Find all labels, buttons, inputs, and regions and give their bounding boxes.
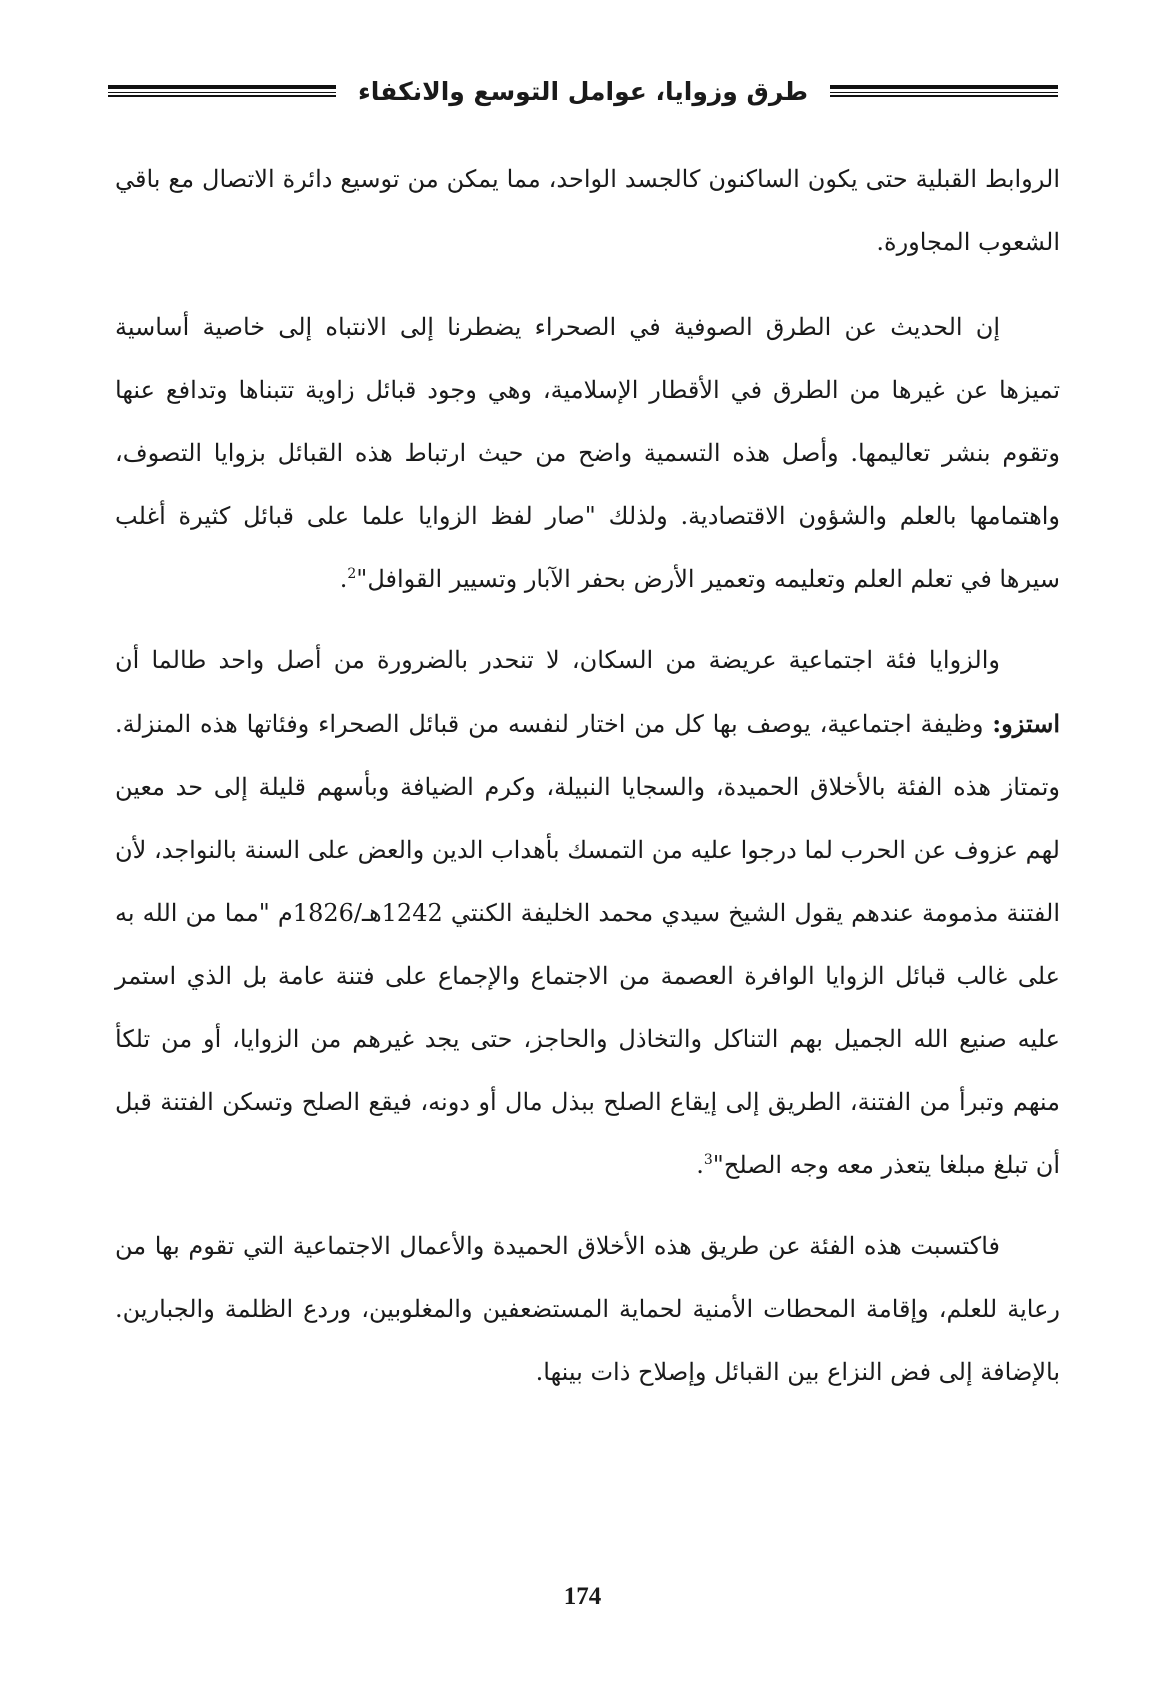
page-number: 174 [563, 1583, 602, 1610]
paragraph-2 [115, 296, 1060, 611]
footnote-ref-3: 3 [703, 1152, 713, 1168]
paragraph-4 [115, 1215, 1060, 1404]
header-title: طرق وزوايا، عوامل التوسع والانكفاء [358, 76, 808, 106]
footnote-ref-2: 2 [347, 566, 357, 582]
paragraph-1-text: الروابط القبلية حتى يكون الساكنون كالجسد الواحد، مما يمكن من توسيع دائرة الاتصال مع باقي الشعوب المجاورة. [115, 165, 1060, 256]
header-rule-right [830, 85, 1058, 97]
header-rule-left [108, 85, 336, 97]
paragraph-4-text: فاكتسبت هذه الفئة عن طريق هذه الأخلاق الحميدة والأعمال الاجتماعية التي تقوم بها من رعاية للعلم، وإقامة المحطات الأمنية لحماية المستضعفين والمغلوبين، وردع الظلمة والجبارين. بالإضافة إلى فض النزاع بين القبائل وإصلاح ذات بينها. [115, 1232, 1060, 1386]
paragraph-2-tail: . [339, 565, 348, 593]
paragraph-3-bold-term: استزو: [992, 709, 1060, 738]
paragraph-3-text-before: والزوايا فئة اجتماعية عريضة من السكان، لا تنحدر بالضرورة من أصل واحد طالما أن [115, 646, 1000, 674]
paragraph-2-text: إن الحديث عن الطرق الصوفية في الصحراء يضطرنا إلى الانتباه إلى خاصية أساسية تميزها عن غيرها من الطرق في الأقطار الإسلامية، وهي وجود قبائل زاوية تتبناها وتدافع عنها وتقوم بنشر تعاليمها. وأصل هذه التسمية واضح من حيث ارتباط هذه القبائل بزوايا التصوف، واهتمامها بالعلم والشؤون الاقتصادية. ولذلك "صار لفظ الزوايا علما على قبائل كثيرة أغلب سيرها في تعلم العلم وتعليمه وتعمير الأرض بحفر الآبار وتسيير القوافل" [115, 313, 1060, 593]
paragraph-1 [115, 148, 1060, 274]
paragraph-3 [115, 629, 1060, 1197]
body-text [115, 148, 1060, 1422]
running-header [108, 74, 1058, 108]
paragraph-3-tail: . [696, 1151, 704, 1179]
paragraph-3-text-after: وظيفة اجتماعية، يوصف بها كل من اختار لنفسه من قبائل الصحراء وفئاتها هذه المنزلة. وتمتاز هذه الفئة بالأخلاق الحميدة، والسجايا النبيلة، وكرم الضيافة وبأسهم قليلة إلى حد معين لهم عزوف عن الحرب لما درجوا عليه من التمسك بأهداب الدين والعض على السنة بالنواجد، لأن الفتنة مذمومة عندهم يقول الشيخ سيدي محمد الخليفة الكنتي 1242هـ/1826م "مما من الله به على غالب قبائل الزوايا الوافرة العصمة من الاجتماع والإجماع على فتنة عامة بل الذي استمر عليه صنيع الله الجميل بهم التناكل والتخاذل والحاجز، حتى يجد غيرهم من الزوايا، أو من تلكأ منهم وتبرأ من الفتنة، الطريق إلى إيقاع الصلح ببذل مال أو دونه، فيقع الصلح وتسكن الفتنة قبل أن تبلغ مبلغا يتعذر معه وجه الصلح" [115, 710, 1061, 1179]
